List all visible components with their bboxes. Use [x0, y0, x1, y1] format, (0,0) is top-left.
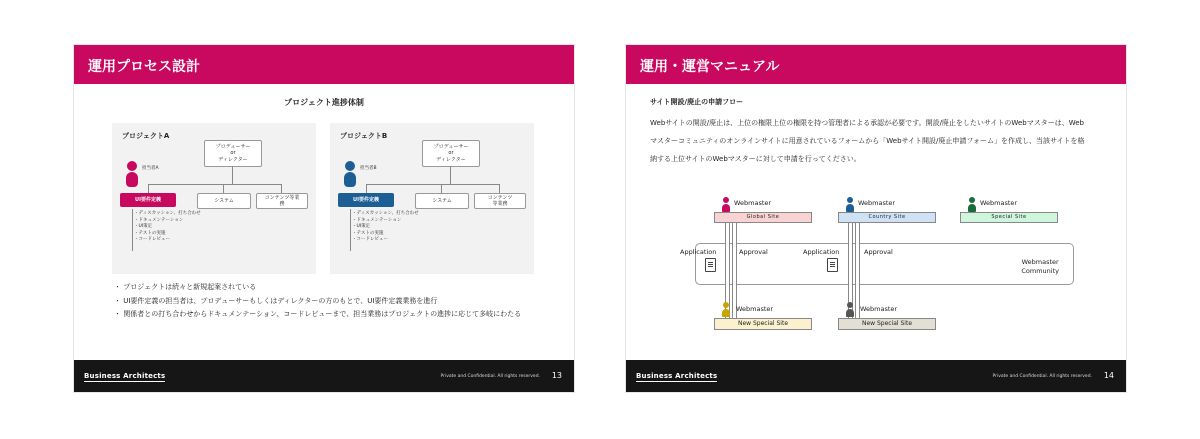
webmaster-gray-icon [846, 302, 854, 317]
webmaster-label: Webmaster [736, 305, 774, 313]
approval-label: Approval [864, 248, 893, 256]
application-label: Application [803, 248, 840, 256]
webmaster-green-icon [968, 197, 976, 212]
project-a-panel [112, 123, 316, 274]
new-special-site-tag: New Special Site [838, 318, 936, 330]
slide-header [626, 45, 1126, 84]
bullet-list [114, 284, 543, 325]
description-paragraph: Webサイトの開設/廃止は、上位の権限上位の権限を持つ管理者による承認が必要です。開設/廃止をしたいサイトのWebマスターは、Webマスターコミュニティのオンラインサイトに用意されているフォームから「Webサイト開設/廃止申請フォーム」を作成し、当該サイトを格納する上位サイトのWebマスターに対して申請を行ってください。 [650, 119, 1085, 163]
producer-box: プロデューサー or ディレクター [422, 140, 480, 167]
task-list: ・ディスカッション、打ち合わせ ・ドキュメンテーション ・UI策定 ・テストの実施 ・コードレビュー [352, 211, 419, 243]
ui-requirements-box: UI要件定義 [338, 193, 394, 207]
webmaster-label: Webmaster [734, 199, 772, 207]
page-number: 13 [551, 371, 562, 380]
document-icon [827, 258, 838, 272]
project-b-panel [330, 123, 534, 274]
global-site-tag: Global Site [714, 212, 812, 223]
new-special-site-tag: New Special Site [714, 318, 812, 330]
webmaster-yellow-icon [722, 302, 730, 317]
document-icon [705, 258, 716, 272]
confidential-notice: Private and Confidential. All rights reserved. [992, 374, 1092, 379]
project-title: プロジェクトB [340, 132, 388, 140]
webmaster-label: Webmaster [980, 199, 1018, 207]
slide-13 [74, 45, 574, 392]
slide-title: 運用プロセス設計 [88, 59, 200, 75]
content-box: コンテンツ 等業務 [474, 193, 526, 209]
section-title: プロジェクト進捗体制 [284, 98, 364, 107]
person-icon [127, 161, 138, 187]
company-logo: Business Architects [84, 372, 166, 380]
content-box: コンテンツ等業 務 [256, 193, 308, 209]
special-site-tag: Special Site [960, 212, 1058, 223]
ui-requirements-box: UI要件定義 [120, 193, 176, 207]
webmaster-blue-icon [846, 197, 854, 212]
system-box: システム [197, 193, 251, 209]
person-label: 担当者B [360, 166, 377, 171]
bullet-item: ・ 関係者との打ち合わせからドキュメンテーション、コードレビューまで、担当業務はプロジェクトの進捗に応じて多岐にわたる [114, 310, 522, 319]
slide-title: 運用・運営マニュアル [640, 59, 780, 75]
slide-14 [626, 45, 1126, 392]
webmaster-label: Webmaster [858, 199, 896, 207]
application-label: Application [680, 248, 717, 256]
bullet-item: ・ プロジェクトは続々と新規起案されている [114, 283, 257, 291]
page-number: 14 [1103, 371, 1114, 380]
producer-box: プロデューサー or ディレクター [204, 140, 262, 167]
person-label: 担当者A [142, 166, 159, 171]
confidential-notice: Private and Confidential. All rights reserved. [440, 374, 540, 379]
country-site-tag: Country Site [838, 212, 936, 223]
section-title: サイト開設/廃止の申請フロー [650, 98, 744, 106]
approval-label: Approval [739, 248, 768, 256]
person-icon [345, 161, 356, 187]
company-logo: Business Architects [636, 372, 718, 380]
webmaster-label: Webmaster [860, 305, 898, 313]
slide-header [74, 45, 574, 84]
bullet-item: ・ UI要件定義の担当者は、プロデューサーもしくはディレクターの方のもとで、UI要件定義業務を進行 [114, 296, 438, 305]
task-list: ・ディスカッション、打ち合わせ ・ドキュメンテーション ・UI策定 ・テストの実施 ・コードレビュー [134, 211, 201, 243]
community-label: Webmaster Community [1021, 258, 1059, 275]
slide-footer [626, 360, 1126, 392]
project-title: プロジェクトA [122, 132, 170, 140]
system-box: システム [415, 193, 469, 209]
slide-footer [74, 360, 574, 392]
webmaster-red-icon [722, 197, 730, 212]
